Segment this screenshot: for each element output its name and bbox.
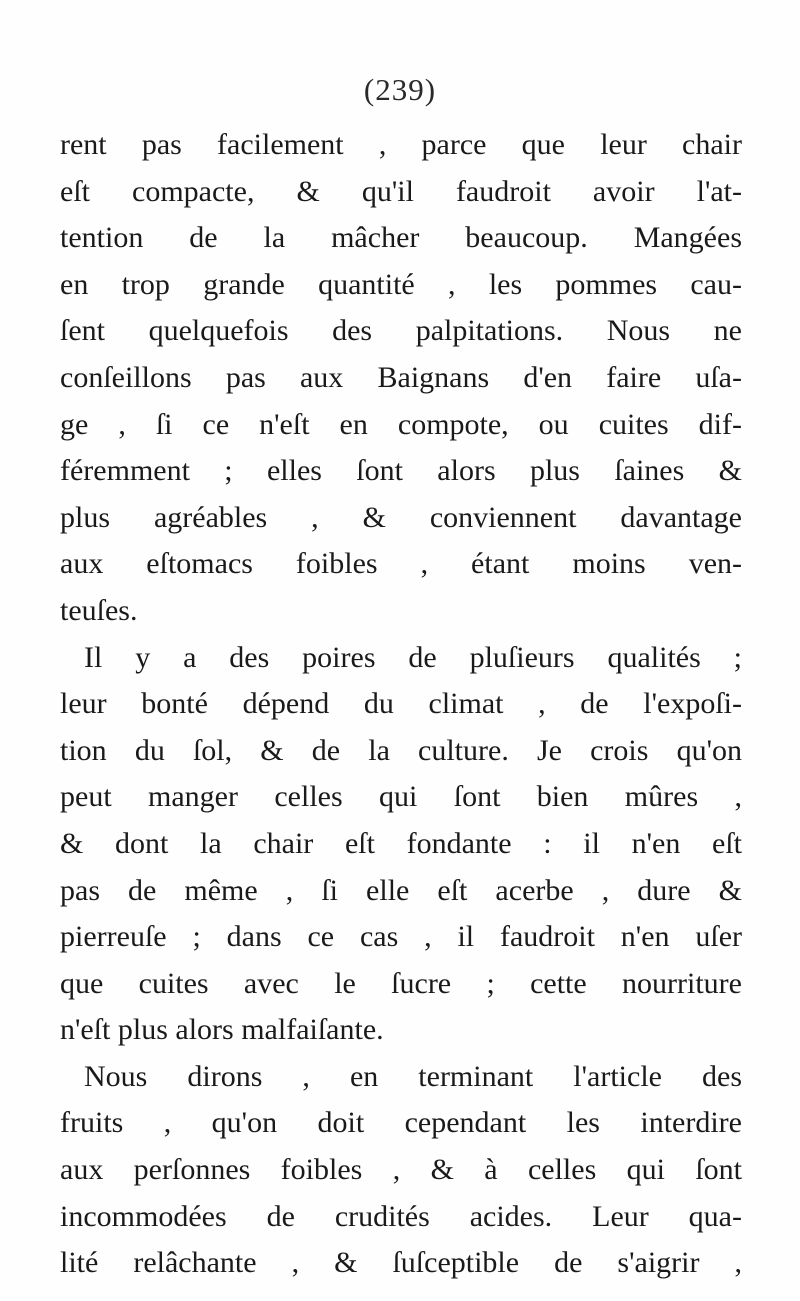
text-line: féremment ; elles ſont alors plus ſaines & [60,454,742,488]
text-line: incommodées de crudités acides. Leur qua- [60,1199,742,1233]
text-line: rent pas facilement , parce que leur chair [60,128,742,161]
text-line: eſt compacte, & qu'il faudroit avoir l'at- [60,174,742,208]
text-line: pierreuſe ; dans ce cas , il faudroit n'en uſer [60,920,742,954]
text-line: aux eſtomacs foibles , étant moins ven- [60,547,742,581]
text-line: n'eſt plus alors malfaiſante. [60,1013,384,1047]
text-line: peut manger celles qui ſont bien mûres , [60,780,742,814]
text-line: teuſes. [60,593,138,627]
text-line: tention de la mâcher beaucoup. Mangées [60,221,742,255]
text-line: ge , ſi ce n'eſt en compote, ou cuites dif- [60,407,742,441]
text-line: Nous dirons , en terminant l'article des [84,1059,742,1093]
text-line: & dont la chair eſt fondante : il n'en eſt [60,826,742,860]
text-line: plus agréables , & conviennent davantage [60,500,742,534]
text-line: ſent quelquefois des palpitations. Nous ne [60,314,742,348]
text-line: pas de même , ſi elle eſt acerbe , dure & [60,873,742,907]
text-line: fruits , qu'on doit cependant les interdire [60,1106,742,1140]
text-line: leur bonté dépend du climat , de l'expoſi- [60,687,742,721]
text-line: tion du ſol, & de la culture. Je crois qu'on [60,733,742,767]
page-number: (239) [363,72,437,107]
text-line: aux perſonnes foibles , & à celles qui ſont [60,1153,742,1187]
text-line: Il y a des poires de pluſieurs qualités ; [84,640,742,674]
text-line: conſeillons pas aux Baignans d'en faire uſa- [60,360,742,394]
text-line: lité relâchante , & ſuſceptible de s'aigrir , [60,1246,742,1280]
text-line: en trop grande quantité , les pommes cau- [60,267,742,301]
body-text [60,122,742,1287]
text-line: que cuites avec le ſucre ; cette nourriture [60,966,742,1000]
